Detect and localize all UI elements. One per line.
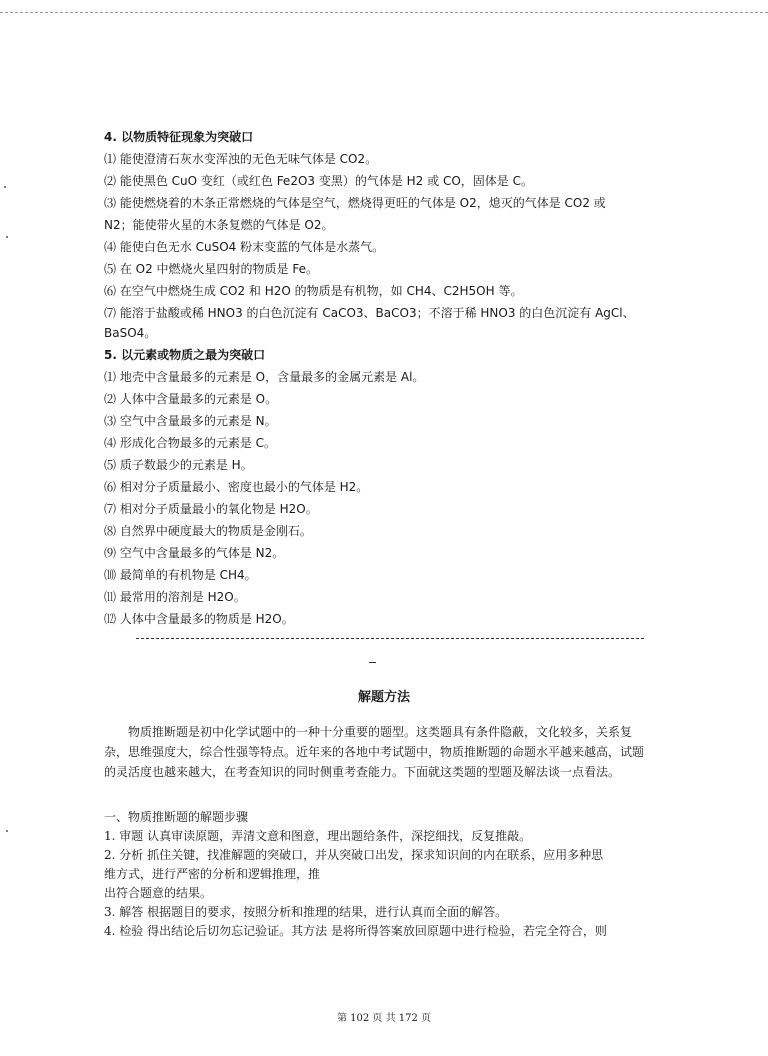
text-line: 维方式，进行严密的分析和逻辑推理，推 [104, 867, 321, 881]
text-line: 出符合题意的结果。 [104, 886, 213, 900]
text-line: 3. 解答 根据题目的要求，按照分析和推理的结果，进行认真而全面的解答。 [104, 905, 508, 919]
text-line: ⑷ 形成化合物最多的元素是 C。 [104, 436, 277, 450]
intro-paragraph: 物质推断题是初中化学试题中的一种十分重要的题型。这类题具有条件隐蔽，文化较多，关系复杂，思维强度大，综合性强等特点。近年来的各地中考试题中，物质推断题的命题水平越来越高，试题的灵活度也越来越大，在考查知识的同时侧重考查能力。下面就这类题的型题及解法谈一点看法。 [104, 725, 645, 779]
text-line: ⑸ 在 O2 中燃烧火星四射的物质是 Fe。 [104, 262, 318, 276]
text-line: 一、物质推断题的解题步骤 [104, 810, 249, 824]
text-line: ⑴ 地壳中含量最多的元素是 O，含量最多的金属元素是 Al。 [104, 370, 425, 384]
text-line: ⑴ 能使澄清石灰水变浑浊的无色无味气体是 CO2。 [104, 152, 378, 166]
text-line: ⑵ 能使黑色 CuO 变红（或红色 Fe2O3 变黑）的气体是 H2 或 CO，固体是 C。 [104, 174, 533, 188]
section-title: 解题方法 [357, 690, 410, 705]
text-line: ⑹ 在空气中燃烧生成 CO2 和 H2O 的物质是有机物，如 CH4、C2H5OH 等。 [104, 284, 523, 298]
short-dash [369, 662, 376, 663]
text-line: ⑹ 相对分子质量最小、密度也最小的气体是 H2。 [104, 480, 369, 494]
text-line: ⑿ 人体中含量最多的物质是 H2O。 [104, 612, 294, 626]
text-line: ⑶ 能使燃烧着的木条正常燃烧的气体是空气，燃烧得更旺的气体是 O2，熄灭的气体是 CO2 或 [104, 196, 606, 210]
text-line: ⑼ 空气中含量最多的气体是 N2。 [104, 546, 285, 560]
text-line: 1. 审题 认真审读原题，弄清文意和图意，理出题给条件，深挖细找，反复推敲。 [104, 829, 532, 843]
text-line: ⑺ 能溶于盐酸或稀 HNO3 的白色沉淀有 CaCO3、BaCO3；不溶于稀 HNO3 的白色沉淀有 AgCl、 [104, 306, 635, 320]
text-line: ⑻ 自然界中硬度最大的物质是金刚石。 [104, 524, 312, 538]
text-line: ⑵ 人体中含量最多的元素是 O。 [104, 392, 278, 406]
text-line: ⑽ 最简单的有机物是 CH4。 [104, 568, 257, 582]
scan-speck [6, 830, 8, 832]
page-number-footer: 第 102 页 共 172 页 [336, 1013, 432, 1024]
text-line: 2. 分析 抓住关键，找准解题的突破口，并从突破口出发，探求知识间的内在联系，应用多种思 [104, 848, 604, 862]
text-line: N2；能使带火星的木条复燃的气体是 O2。 [104, 218, 334, 232]
scan-speck [6, 236, 8, 238]
scan-speck [4, 186, 6, 188]
section-5-heading: 5. 以元素或物质之最为突破口 [104, 348, 266, 362]
text-line: ⑷ 能使白色无水 CuSO4 粉末变蓝的气体是水蒸气。 [104, 240, 385, 254]
text-line: ⑸ 质子数最少的元素是 H。 [104, 458, 253, 472]
text-line: ⑺ 相对分子质量最小的氧化物是 H2O。 [104, 502, 318, 516]
text-line: BaSO4。 [104, 326, 157, 340]
text-line: ⑶ 空气中含量最多的元素是 N。 [104, 414, 277, 428]
section-4-heading: 4. 以物质特征现象为突破口 [104, 130, 254, 144]
text-line: 4. 检验 得出结论后切勿忘记验证。其方法 是将所得答案放回原题中进行检验，若完全符合，则 [104, 924, 607, 938]
dashed-divider [136, 638, 644, 639]
text-line: ⑾ 最常用的溶剂是 H2O。 [104, 590, 246, 604]
top-scan-border [0, 12, 768, 13]
